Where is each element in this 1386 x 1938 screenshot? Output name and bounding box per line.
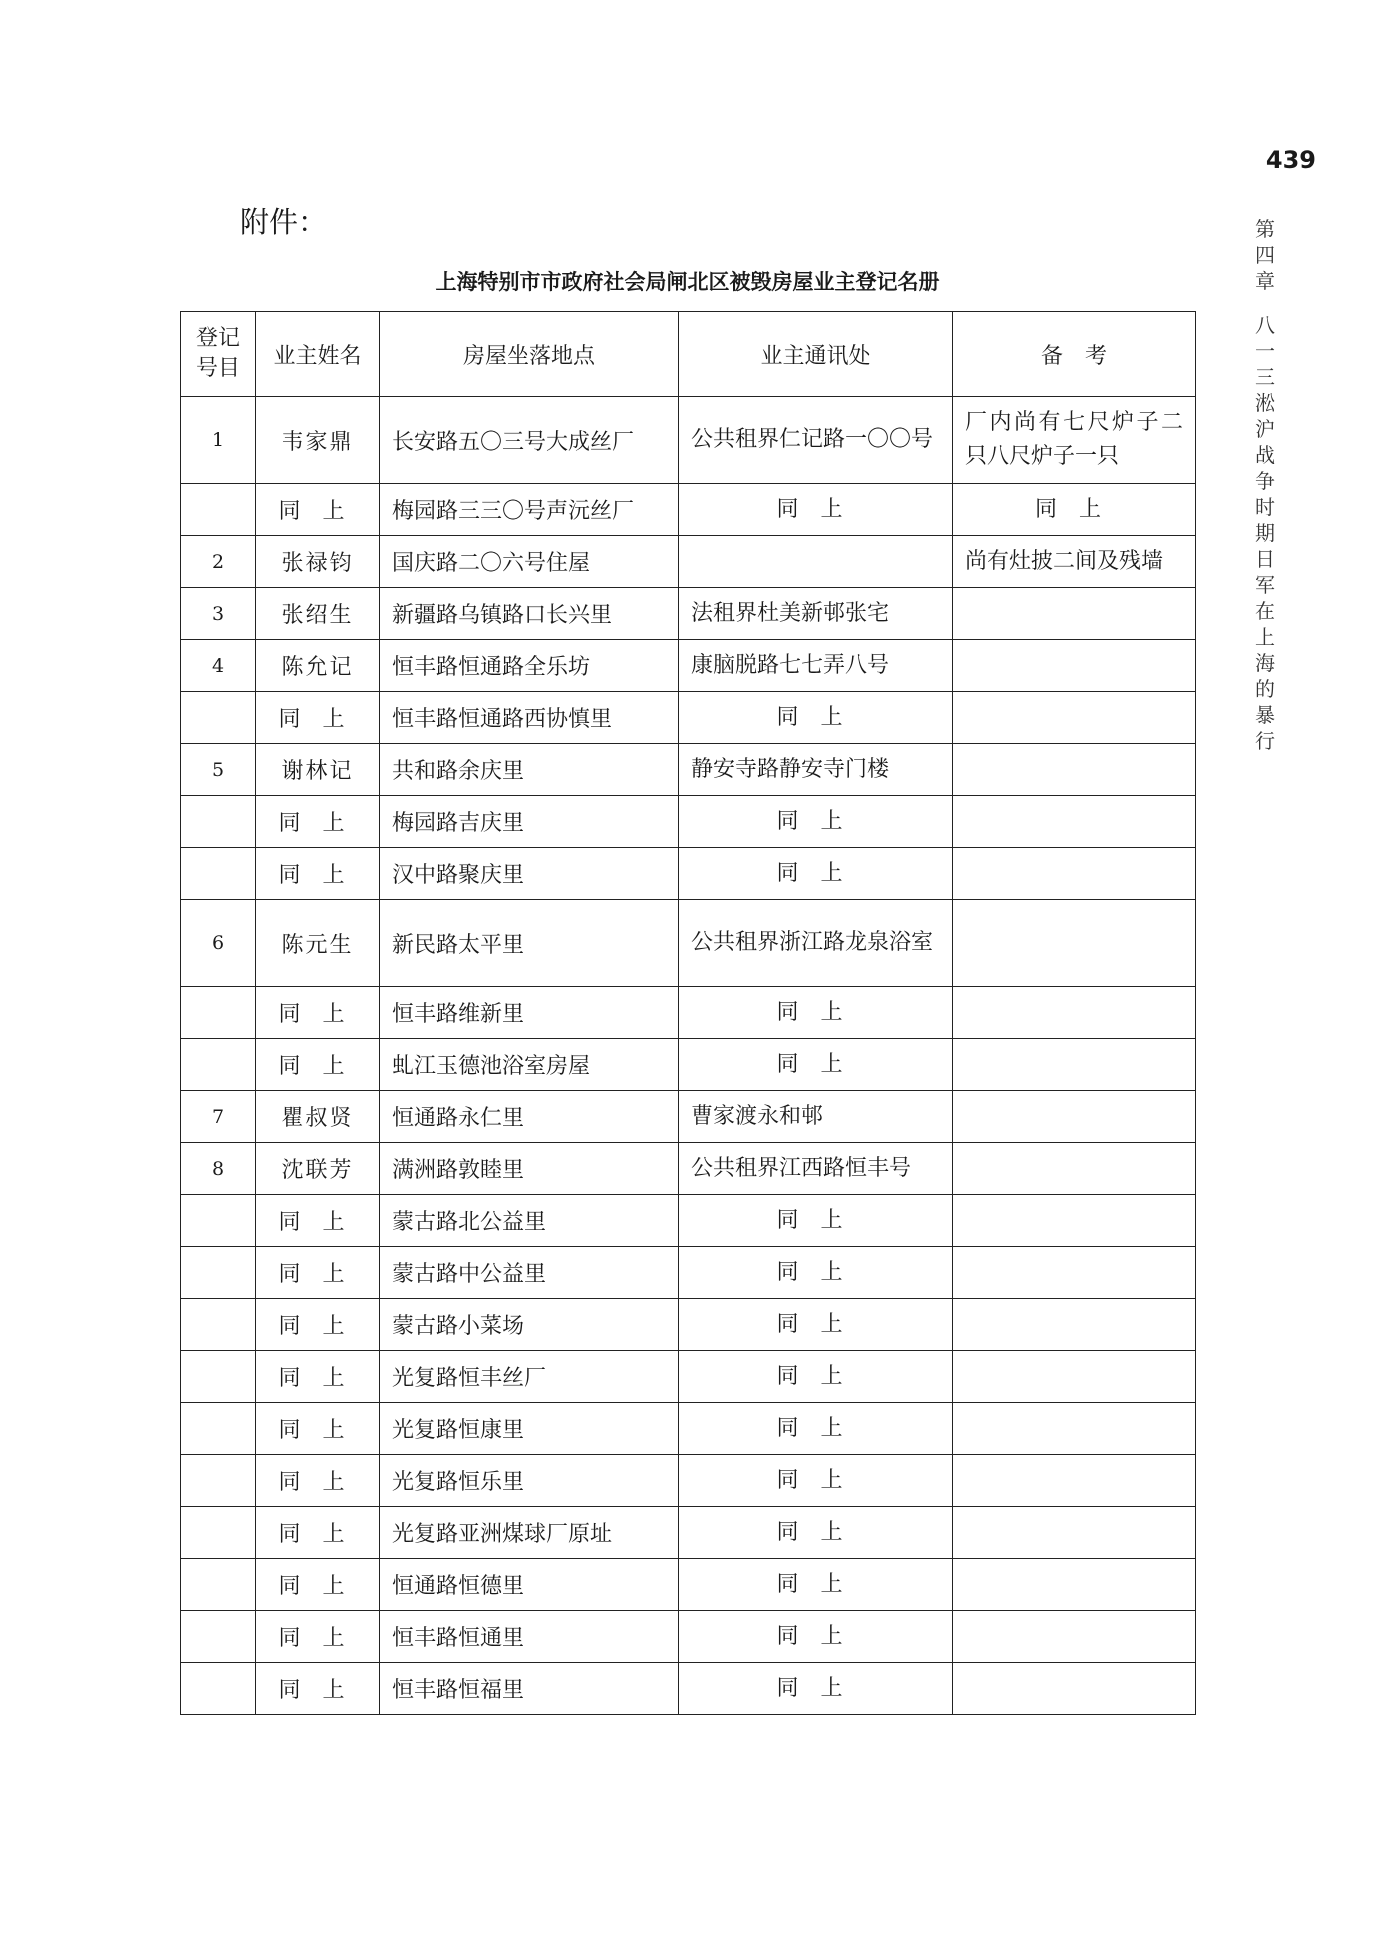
cell-house-location: 新民路太平里	[380, 900, 679, 987]
table-row	[181, 1143, 1196, 1195]
table-row	[181, 744, 1196, 796]
cell-owner-address: 同上	[679, 1455, 953, 1507]
cell-house-location: 蒙古路中公益里	[380, 1247, 679, 1299]
cell-owner-address: 公共租界浙江路龙泉浴室	[679, 900, 953, 987]
cell-remarks	[953, 1299, 1196, 1351]
chapter-heading-char: 四	[1255, 243, 1275, 267]
cell-owner-name: 同上	[256, 484, 380, 536]
chapter-heading-char: 八	[1255, 313, 1275, 337]
chapter-heading-vertical	[1251, 216, 1279, 754]
cell-house-location: 梅园路三三〇号声沅丝厂	[380, 484, 679, 536]
cell-remarks	[953, 1351, 1196, 1403]
cell-registration-number: 8	[181, 1143, 256, 1195]
cell-registration-number	[181, 1039, 256, 1091]
table-row	[181, 484, 1196, 536]
cell-owner-address: 同上	[679, 1195, 953, 1247]
cell-house-location: 新疆路乌镇路口长兴里	[380, 588, 679, 640]
cell-registration-number	[181, 848, 256, 900]
cell-remarks	[953, 588, 1196, 640]
page-number: 439	[1265, 146, 1316, 174]
chapter-heading-char: 三	[1255, 365, 1275, 389]
header-registration-number-line1: 登记	[195, 326, 240, 351]
cell-house-location: 蒙古路小菜场	[380, 1299, 679, 1351]
cell-owner-name: 韦家鼎	[256, 397, 380, 484]
cell-owner-address: 曹家渡永和邨	[679, 1091, 953, 1143]
cell-registration-number	[181, 1403, 256, 1455]
table-row	[181, 536, 1196, 588]
cell-owner-address: 同上	[679, 987, 953, 1039]
chapter-heading-char: 日	[1255, 547, 1275, 571]
chapter-heading-char: 期	[1255, 521, 1275, 545]
cell-house-location: 虬江玉德池浴室房屋	[380, 1039, 679, 1091]
cell-remarks	[953, 796, 1196, 848]
cell-registration-number	[181, 1663, 256, 1715]
cell-owner-name: 同上	[256, 1195, 380, 1247]
cell-owner-address: 同上	[679, 484, 953, 536]
header-owner-address: 业主通讯处	[679, 312, 953, 397]
cell-owner-name: 同上	[256, 1611, 380, 1663]
cell-registration-number: 7	[181, 1091, 256, 1143]
cell-remarks	[953, 1611, 1196, 1663]
cell-registration-number	[181, 1611, 256, 1663]
cell-remarks	[953, 1039, 1196, 1091]
cell-registration-number: 2	[181, 536, 256, 588]
cell-owner-name: 同上	[256, 1455, 380, 1507]
header-remarks: 备 考	[953, 312, 1196, 397]
cell-house-location: 光复路恒丰丝厂	[380, 1351, 679, 1403]
cell-owner-address: 法租界杜美新邨张宅	[679, 588, 953, 640]
cell-house-location: 长安路五〇三号大成丝厂	[380, 397, 679, 484]
cell-owner-address: 同上	[679, 1507, 953, 1559]
cell-remarks	[953, 1247, 1196, 1299]
cell-remarks	[953, 900, 1196, 987]
table-row	[181, 796, 1196, 848]
cell-owner-address: 同上	[679, 692, 953, 744]
cell-owner-address: 同上	[679, 1611, 953, 1663]
cell-house-location: 光复路亚洲煤球厂原址	[380, 1507, 679, 1559]
table-row	[181, 1403, 1196, 1455]
cell-remarks: 同上	[953, 484, 1196, 536]
cell-remarks: 厂内尚有七尺炉子二只八尺炉子一只	[953, 397, 1196, 484]
header-registration-number-line2: 号目	[195, 356, 240, 381]
cell-remarks	[953, 1663, 1196, 1715]
table-row	[181, 1039, 1196, 1091]
cell-house-location: 恒通路永仁里	[380, 1091, 679, 1143]
cell-house-location: 国庆路二〇六号住屋	[380, 536, 679, 588]
cell-house-location: 光复路恒乐里	[380, 1455, 679, 1507]
cell-house-location: 恒丰路维新里	[380, 987, 679, 1039]
table-row	[181, 987, 1196, 1039]
cell-remarks	[953, 987, 1196, 1039]
cell-owner-name: 同上	[256, 1663, 380, 1715]
cell-registration-number	[181, 1351, 256, 1403]
cell-owner-address: 同上	[679, 1299, 953, 1351]
cell-owner-name: 同上	[256, 1559, 380, 1611]
cell-house-location: 满洲路敦睦里	[380, 1143, 679, 1195]
chapter-heading-char: 争	[1255, 469, 1275, 493]
cell-registration-number: 4	[181, 640, 256, 692]
table-row	[181, 1663, 1196, 1715]
table-row	[181, 1195, 1196, 1247]
cell-house-location: 恒丰路恒通路西协慎里	[380, 692, 679, 744]
table-row	[181, 1455, 1196, 1507]
cell-remarks	[953, 1403, 1196, 1455]
cell-registration-number	[181, 1559, 256, 1611]
cell-remarks	[953, 1143, 1196, 1195]
chapter-heading-char: 战	[1255, 443, 1275, 467]
chapter-heading-char: 海	[1255, 651, 1275, 675]
table-header-row	[181, 312, 1196, 397]
table-row	[181, 1611, 1196, 1663]
header-owner-name: 业主姓名	[256, 312, 380, 397]
chapter-heading-char: 的	[1255, 677, 1275, 701]
cell-owner-name: 同上	[256, 1039, 380, 1091]
cell-owner-name: 同上	[256, 1507, 380, 1559]
chapter-heading-char: 时	[1255, 495, 1275, 519]
cell-house-location: 恒丰路恒通路全乐坊	[380, 640, 679, 692]
cell-owner-address: 同上	[679, 1351, 953, 1403]
cell-registration-number	[181, 1455, 256, 1507]
cell-house-location: 共和路余庆里	[380, 744, 679, 796]
cell-remarks	[953, 1507, 1196, 1559]
chapter-heading-char: 在	[1255, 599, 1275, 623]
cell-house-location: 梅园路吉庆里	[380, 796, 679, 848]
chapter-heading-char: 一	[1255, 339, 1275, 363]
cell-owner-address: 同上	[679, 1039, 953, 1091]
chapter-heading-char: 暴	[1255, 703, 1275, 727]
cell-registration-number	[181, 1299, 256, 1351]
owner-registry-table	[180, 311, 1196, 1715]
cell-house-location: 蒙古路北公益里	[380, 1195, 679, 1247]
cell-remarks	[953, 1455, 1196, 1507]
cell-registration-number: 5	[181, 744, 256, 796]
attachment-label: 附件：	[240, 205, 328, 239]
cell-remarks	[953, 848, 1196, 900]
table-body	[181, 397, 1196, 1715]
table-row	[181, 397, 1196, 484]
header-house-location: 房屋坐落地点	[380, 312, 679, 397]
table-row	[181, 588, 1196, 640]
table-row	[181, 640, 1196, 692]
cell-owner-name: 同上	[256, 796, 380, 848]
cell-owner-name: 同上	[256, 692, 380, 744]
cell-registration-number	[181, 796, 256, 848]
cell-registration-number	[181, 1195, 256, 1247]
cell-owner-address: 同上	[679, 1559, 953, 1611]
cell-registration-number	[181, 1247, 256, 1299]
table-row	[181, 1507, 1196, 1559]
cell-owner-address: 公共租界江西路恒丰号	[679, 1143, 953, 1195]
cell-owner-address: 同上	[679, 1403, 953, 1455]
cell-owner-name: 同上	[256, 987, 380, 1039]
cell-registration-number: 1	[181, 397, 256, 484]
chapter-heading-char: 第	[1255, 217, 1275, 241]
table-row	[181, 900, 1196, 987]
cell-house-location: 恒丰路恒福里	[380, 1663, 679, 1715]
cell-owner-name: 陈允记	[256, 640, 380, 692]
cell-registration-number: 6	[181, 900, 256, 987]
cell-remarks: 尚有灶披二间及残墙	[953, 536, 1196, 588]
cell-owner-address: 同上	[679, 1247, 953, 1299]
cell-house-location: 恒通路恒德里	[380, 1559, 679, 1611]
cell-owner-name: 张绍生	[256, 588, 380, 640]
table-row	[181, 848, 1196, 900]
chapter-heading-char: 章	[1255, 269, 1275, 293]
table-row	[181, 1299, 1196, 1351]
cell-owner-name: 同上	[256, 1403, 380, 1455]
cell-owner-name: 同上	[256, 1299, 380, 1351]
header-registration-number	[181, 312, 256, 397]
cell-registration-number	[181, 692, 256, 744]
chapter-heading-char: 上	[1255, 625, 1275, 649]
cell-owner-address: 同上	[679, 848, 953, 900]
cell-registration-number: 3	[181, 588, 256, 640]
cell-owner-name: 张禄钧	[256, 536, 380, 588]
cell-owner-name: 瞿叔贤	[256, 1091, 380, 1143]
cell-remarks	[953, 1091, 1196, 1143]
cell-house-location: 汉中路聚庆里	[380, 848, 679, 900]
table-row	[181, 692, 1196, 744]
cell-house-location: 恒丰路恒通里	[380, 1611, 679, 1663]
chapter-heading-char: 淞	[1255, 391, 1275, 415]
table-row	[181, 1091, 1196, 1143]
cell-owner-address	[679, 536, 953, 588]
cell-owner-address: 静安寺路静安寺门楼	[679, 744, 953, 796]
cell-house-location: 光复路恒康里	[380, 1403, 679, 1455]
cell-remarks	[953, 1559, 1196, 1611]
cell-registration-number	[181, 987, 256, 1039]
cell-remarks	[953, 744, 1196, 796]
cell-owner-name: 陈元生	[256, 900, 380, 987]
cell-remarks	[953, 640, 1196, 692]
table-row	[181, 1351, 1196, 1403]
cell-owner-name: 同上	[256, 1351, 380, 1403]
chapter-heading-char: 行	[1255, 729, 1275, 753]
cell-remarks	[953, 1195, 1196, 1247]
cell-remarks	[953, 692, 1196, 744]
cell-registration-number	[181, 1507, 256, 1559]
chapter-heading-char: 沪	[1255, 417, 1275, 441]
cell-owner-name: 同上	[256, 848, 380, 900]
table-row	[181, 1247, 1196, 1299]
cell-owner-name: 谢林记	[256, 744, 380, 796]
document-title: 上海特别市市政府社会局闸北区被毁房屋业主登记名册	[435, 270, 940, 294]
table-row	[181, 1559, 1196, 1611]
cell-registration-number	[181, 484, 256, 536]
cell-owner-address: 康脑脱路七七弄八号	[679, 640, 953, 692]
cell-owner-address: 同上	[679, 796, 953, 848]
cell-owner-address: 公共租界仁记路一〇〇号	[679, 397, 953, 484]
cell-owner-address: 同上	[679, 1663, 953, 1715]
cell-owner-name: 沈联芳	[256, 1143, 380, 1195]
cell-owner-name: 同上	[256, 1247, 380, 1299]
chapter-heading-char: 军	[1255, 573, 1275, 597]
